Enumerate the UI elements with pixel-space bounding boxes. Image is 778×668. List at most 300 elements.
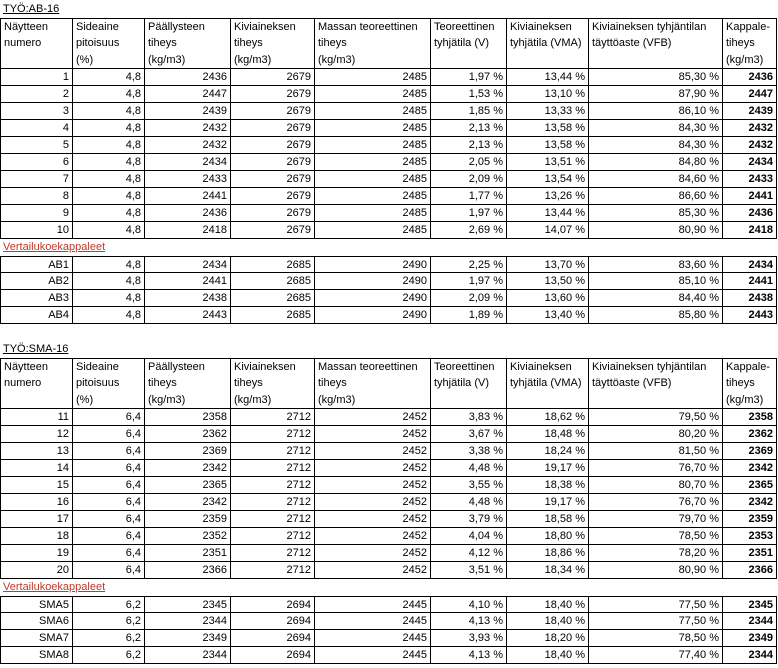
table-cell[interactable]: 2452: [314, 477, 430, 494]
column-header[interactable]: tiheys: [144, 35, 230, 52]
table-cell[interactable]: 2485: [314, 137, 430, 154]
table-cell[interactable]: 80,90 %: [588, 222, 722, 239]
table-cell[interactable]: 3,55 %: [430, 477, 506, 494]
table-cell[interactable]: 1,85 %: [430, 103, 506, 120]
column-header[interactable]: (%): [72, 392, 144, 409]
column-header[interactable]: Teoreettinen: [430, 358, 506, 375]
column-header[interactable]: Kiviaineksen: [506, 358, 588, 375]
table-cell[interactable]: 79,50 %: [588, 409, 722, 426]
table-cell[interactable]: 2369: [722, 443, 777, 460]
table-cell[interactable]: 13,40 %: [506, 307, 588, 324]
column-header[interactable]: Kappale-: [722, 18, 777, 35]
table-cell[interactable]: 4,8: [72, 188, 144, 205]
column-header[interactable]: [0, 392, 72, 409]
table-cell[interactable]: 2679: [230, 205, 314, 222]
table-cell[interactable]: 14,07 %: [506, 222, 588, 239]
table-cell[interactable]: 77,40 %: [588, 647, 722, 664]
table-cell[interactable]: 11: [0, 409, 72, 426]
table-cell[interactable]: 13,26 %: [506, 188, 588, 205]
table-cell[interactable]: 2369: [144, 443, 230, 460]
table-cell[interactable]: 2433: [144, 171, 230, 188]
column-header[interactable]: Kiviaineksen tyhjäntilan: [588, 358, 722, 375]
column-header[interactable]: tiheys: [230, 375, 314, 392]
table-cell[interactable]: 2712: [230, 409, 314, 426]
table-cell[interactable]: 2345: [144, 596, 230, 613]
table-cell[interactable]: 18,40 %: [506, 613, 588, 630]
table-cell[interactable]: 18,24 %: [506, 443, 588, 460]
table-cell[interactable]: 6,2: [72, 647, 144, 664]
table-cell[interactable]: 19,17 %: [506, 494, 588, 511]
table-cell[interactable]: 19,17 %: [506, 460, 588, 477]
table-cell[interactable]: 2342: [722, 494, 777, 511]
table-cell[interactable]: 2679: [230, 86, 314, 103]
table-cell[interactable]: 2,05 %: [430, 154, 506, 171]
table-cell[interactable]: 2694: [230, 596, 314, 613]
table-cell[interactable]: 80,70 %: [588, 477, 722, 494]
table-cell[interactable]: 2342: [144, 460, 230, 477]
table-cell[interactable]: 84,40 %: [588, 290, 722, 307]
table-cell[interactable]: 2436: [722, 205, 777, 222]
table-cell[interactable]: 9: [0, 205, 72, 222]
column-header[interactable]: [588, 392, 722, 409]
table-cell[interactable]: 2358: [144, 409, 230, 426]
table-cell[interactable]: 18,40 %: [506, 596, 588, 613]
table-cell[interactable]: SMA6: [0, 613, 72, 630]
table-cell[interactable]: 2685: [230, 273, 314, 290]
table-cell[interactable]: 4,8: [72, 205, 144, 222]
table-cell[interactable]: 2485: [314, 154, 430, 171]
table-cell[interactable]: 2694: [230, 647, 314, 664]
table-cell[interactable]: 13,10 %: [506, 86, 588, 103]
table-cell[interactable]: 3: [0, 103, 72, 120]
table-cell[interactable]: 15: [0, 477, 72, 494]
table-cell[interactable]: 2441: [722, 188, 777, 205]
column-header[interactable]: tyhjätila (V): [430, 35, 506, 52]
table-cell[interactable]: 2443: [722, 307, 777, 324]
table-cell[interactable]: 2438: [722, 290, 777, 307]
table-cell[interactable]: 2349: [144, 630, 230, 647]
table-cell[interactable]: 13,51 %: [506, 154, 588, 171]
table-cell[interactable]: 2445: [314, 596, 430, 613]
table-cell[interactable]: 2485: [314, 222, 430, 239]
column-header[interactable]: [0, 52, 72, 69]
table-cell[interactable]: 2447: [144, 86, 230, 103]
column-header[interactable]: tiheys: [314, 375, 430, 392]
table-cell[interactable]: 10: [0, 222, 72, 239]
table-cell[interactable]: 2434: [722, 256, 777, 273]
table-cell[interactable]: 2441: [722, 273, 777, 290]
table-cell[interactable]: 2418: [144, 222, 230, 239]
table-cell[interactable]: 17: [0, 511, 72, 528]
table-cell[interactable]: SMA7: [0, 630, 72, 647]
table-cell[interactable]: 2: [0, 86, 72, 103]
table-cell[interactable]: 4,8: [72, 154, 144, 171]
table-cell[interactable]: 2452: [314, 460, 430, 477]
table-cell[interactable]: 6,4: [72, 460, 144, 477]
table-cell[interactable]: 2490: [314, 256, 430, 273]
table-cell[interactable]: 6,2: [72, 630, 144, 647]
table-cell[interactable]: 2679: [230, 222, 314, 239]
column-header[interactable]: [588, 52, 722, 69]
table-cell[interactable]: 2344: [144, 647, 230, 664]
column-header[interactable]: Päällysteen: [144, 358, 230, 375]
table-cell[interactable]: 2712: [230, 562, 314, 579]
table-cell[interactable]: 4,8: [72, 307, 144, 324]
table-cell[interactable]: 77,50 %: [588, 613, 722, 630]
table-cell[interactable]: 2351: [144, 545, 230, 562]
column-header[interactable]: Kiviaineksen: [230, 18, 314, 35]
table-cell[interactable]: 2433: [722, 171, 777, 188]
column-header[interactable]: Massan teoreettinen: [314, 18, 430, 35]
column-header[interactable]: Näytteen: [0, 358, 72, 375]
table-cell[interactable]: 6,4: [72, 477, 144, 494]
table-cell[interactable]: 2452: [314, 494, 430, 511]
table-cell[interactable]: AB1: [0, 256, 72, 273]
table-cell[interactable]: 81,50 %: [588, 443, 722, 460]
table-cell[interactable]: 4,10 %: [430, 596, 506, 613]
table-cell[interactable]: 2366: [144, 562, 230, 579]
column-header[interactable]: Kappale-: [722, 358, 777, 375]
table-cell[interactable]: 1,77 %: [430, 188, 506, 205]
table-cell[interactable]: 84,60 %: [588, 171, 722, 188]
table-cell[interactable]: 2344: [722, 613, 777, 630]
table-cell[interactable]: 2353: [722, 528, 777, 545]
table-cell[interactable]: 4,8: [72, 290, 144, 307]
table-cell[interactable]: 80,20 %: [588, 426, 722, 443]
column-header[interactable]: (kg/m3): [144, 52, 230, 69]
table-cell[interactable]: 85,10 %: [588, 273, 722, 290]
table-cell[interactable]: 2712: [230, 443, 314, 460]
column-header[interactable]: tiheys: [722, 35, 777, 52]
table-cell[interactable]: 18,86 %: [506, 545, 588, 562]
table-cell[interactable]: 6,4: [72, 426, 144, 443]
column-header[interactable]: (kg/m3): [314, 52, 430, 69]
table-cell[interactable]: 6,4: [72, 494, 144, 511]
column-header[interactable]: tyhjätila (VMA): [506, 35, 588, 52]
table-cell[interactable]: 2345: [722, 596, 777, 613]
table-cell[interactable]: 2359: [144, 511, 230, 528]
column-header[interactable]: (kg/m3): [722, 52, 777, 69]
table-cell[interactable]: 2445: [314, 630, 430, 647]
table-cell[interactable]: 2712: [230, 511, 314, 528]
table-cell[interactable]: 13,44 %: [506, 69, 588, 86]
table-cell[interactable]: 85,30 %: [588, 205, 722, 222]
table-cell[interactable]: 2485: [314, 205, 430, 222]
table-cell[interactable]: 2359: [722, 511, 777, 528]
table-cell[interactable]: 2432: [722, 120, 777, 137]
table-cell[interactable]: AB3: [0, 290, 72, 307]
table-cell[interactable]: 13,58 %: [506, 120, 588, 137]
table-cell[interactable]: 77,50 %: [588, 596, 722, 613]
table-cell[interactable]: 6,4: [72, 528, 144, 545]
table-cell[interactable]: 2685: [230, 307, 314, 324]
table-cell[interactable]: 6,4: [72, 409, 144, 426]
column-header[interactable]: Kiviaineksen tyhjäntilan: [588, 18, 722, 35]
table-cell[interactable]: 2452: [314, 511, 430, 528]
table-cell[interactable]: 84,30 %: [588, 120, 722, 137]
table-cell[interactable]: 13,60 %: [506, 290, 588, 307]
table-cell[interactable]: 80,90 %: [588, 562, 722, 579]
table-cell[interactable]: 4,04 %: [430, 528, 506, 545]
table-cell[interactable]: 76,70 %: [588, 460, 722, 477]
table-cell[interactable]: 18: [0, 528, 72, 545]
column-header[interactable]: Kiviaineksen: [506, 18, 588, 35]
column-header[interactable]: Näytteen: [0, 18, 72, 35]
table-cell[interactable]: 2,13 %: [430, 137, 506, 154]
table-cell[interactable]: 18,80 %: [506, 528, 588, 545]
table-cell[interactable]: 2441: [144, 188, 230, 205]
column-header[interactable]: tiheys: [144, 375, 230, 392]
table-cell[interactable]: 13,44 %: [506, 205, 588, 222]
table-cell[interactable]: 2342: [722, 460, 777, 477]
table-cell[interactable]: 2432: [144, 137, 230, 154]
table-cell[interactable]: 18,40 %: [506, 647, 588, 664]
table-cell[interactable]: 3,51 %: [430, 562, 506, 579]
table-cell[interactable]: 2490: [314, 273, 430, 290]
table-cell[interactable]: 18,34 %: [506, 562, 588, 579]
table-cell[interactable]: 79,70 %: [588, 511, 722, 528]
table-cell[interactable]: 2362: [144, 426, 230, 443]
column-header[interactable]: numero: [0, 35, 72, 52]
table-cell[interactable]: 2485: [314, 171, 430, 188]
table-cell[interactable]: 6,4: [72, 562, 144, 579]
table-cell[interactable]: 2712: [230, 528, 314, 545]
column-header[interactable]: (kg/m3): [314, 392, 430, 409]
table-cell[interactable]: AB4: [0, 307, 72, 324]
table-cell[interactable]: 4,13 %: [430, 613, 506, 630]
table-cell[interactable]: 18,20 %: [506, 630, 588, 647]
table-cell[interactable]: 78,50 %: [588, 528, 722, 545]
column-header[interactable]: tyhjätila (V): [430, 375, 506, 392]
table-cell[interactable]: 2445: [314, 647, 430, 664]
table-cell[interactable]: 2679: [230, 154, 314, 171]
table-cell[interactable]: 4,12 %: [430, 545, 506, 562]
table-cell[interactable]: 18,62 %: [506, 409, 588, 426]
column-header[interactable]: Päällysteen: [144, 18, 230, 35]
table-cell[interactable]: 4,8: [72, 171, 144, 188]
table-cell[interactable]: 18,48 %: [506, 426, 588, 443]
table-cell[interactable]: 2365: [722, 477, 777, 494]
table-cell[interactable]: 84,30 %: [588, 137, 722, 154]
table-cell[interactable]: 2679: [230, 188, 314, 205]
table-cell[interactable]: 2352: [144, 528, 230, 545]
table-cell[interactable]: SMA8: [0, 647, 72, 664]
table-cell[interactable]: 2358: [722, 409, 777, 426]
column-header[interactable]: täyttöaste (VFB): [588, 35, 722, 52]
table-cell[interactable]: 2434: [722, 154, 777, 171]
table-cell[interactable]: 2434: [144, 154, 230, 171]
table-cell[interactable]: 13: [0, 443, 72, 460]
table-cell[interactable]: 3,83 %: [430, 409, 506, 426]
table-cell[interactable]: 86,60 %: [588, 188, 722, 205]
table-cell[interactable]: 2694: [230, 630, 314, 647]
column-header[interactable]: tyhjätila (VMA): [506, 375, 588, 392]
table-cell[interactable]: AB2: [0, 273, 72, 290]
table-cell[interactable]: 16: [0, 494, 72, 511]
table-cell[interactable]: 2443: [144, 307, 230, 324]
table-cell[interactable]: 2445: [314, 613, 430, 630]
table-cell[interactable]: 2351: [722, 545, 777, 562]
table-cell[interactable]: 4,48 %: [430, 460, 506, 477]
table-cell[interactable]: 1,97 %: [430, 273, 506, 290]
table-cell[interactable]: 2349: [722, 630, 777, 647]
table-cell[interactable]: 7: [0, 171, 72, 188]
table-cell[interactable]: 1,89 %: [430, 307, 506, 324]
table-cell[interactable]: 2362: [722, 426, 777, 443]
table-cell[interactable]: 78,20 %: [588, 545, 722, 562]
table-cell[interactable]: 2712: [230, 426, 314, 443]
table-cell[interactable]: 19: [0, 545, 72, 562]
table-cell[interactable]: 84,80 %: [588, 154, 722, 171]
table-cell[interactable]: 4: [0, 120, 72, 137]
column-header[interactable]: Kiviaineksen: [230, 358, 314, 375]
column-header[interactable]: [430, 52, 506, 69]
table-cell[interactable]: 2432: [722, 137, 777, 154]
table-cell[interactable]: 2439: [144, 103, 230, 120]
table-cell[interactable]: 2452: [314, 545, 430, 562]
table-cell[interactable]: 13,58 %: [506, 137, 588, 154]
table-cell[interactable]: 5: [0, 137, 72, 154]
table-cell[interactable]: 2,13 %: [430, 120, 506, 137]
table-cell[interactable]: 2,09 %: [430, 290, 506, 307]
table-cell[interactable]: 2436: [722, 69, 777, 86]
table-cell[interactable]: 1,53 %: [430, 86, 506, 103]
table-cell[interactable]: 6: [0, 154, 72, 171]
table-cell[interactable]: 2434: [144, 256, 230, 273]
table-cell[interactable]: 18,58 %: [506, 511, 588, 528]
table-cell[interactable]: 2485: [314, 120, 430, 137]
table-cell[interactable]: 2679: [230, 69, 314, 86]
table-cell[interactable]: 12: [0, 426, 72, 443]
table-cell[interactable]: 2365: [144, 477, 230, 494]
table-cell[interactable]: 2438: [144, 290, 230, 307]
table-cell[interactable]: 4,13 %: [430, 647, 506, 664]
table-cell[interactable]: 2694: [230, 613, 314, 630]
table-cell[interactable]: 20: [0, 562, 72, 579]
column-header[interactable]: (kg/m3): [230, 392, 314, 409]
table-cell[interactable]: 2441: [144, 273, 230, 290]
table-cell[interactable]: 6,4: [72, 443, 144, 460]
table-cell[interactable]: 83,60 %: [588, 256, 722, 273]
table-cell[interactable]: 2679: [230, 103, 314, 120]
table-cell[interactable]: 2436: [144, 205, 230, 222]
table-cell[interactable]: 4,8: [72, 120, 144, 137]
table-cell[interactable]: 78,50 %: [588, 630, 722, 647]
table-cell[interactable]: 2485: [314, 188, 430, 205]
table-cell[interactable]: 2490: [314, 290, 430, 307]
table-cell[interactable]: 2679: [230, 171, 314, 188]
table-cell[interactable]: 2,25 %: [430, 256, 506, 273]
table-cell[interactable]: 6,2: [72, 613, 144, 630]
table-cell[interactable]: 14: [0, 460, 72, 477]
table-cell[interactable]: 2452: [314, 409, 430, 426]
table-cell[interactable]: 2452: [314, 562, 430, 579]
table-cell[interactable]: 1: [0, 69, 72, 86]
table-cell[interactable]: 2436: [144, 69, 230, 86]
table-cell[interactable]: 2366: [722, 562, 777, 579]
table-cell[interactable]: 2685: [230, 290, 314, 307]
table-cell[interactable]: 3,38 %: [430, 443, 506, 460]
table-cell[interactable]: 4,8: [72, 222, 144, 239]
column-header[interactable]: (%): [72, 52, 144, 69]
column-header[interactable]: (kg/m3): [722, 392, 777, 409]
column-header[interactable]: [506, 52, 588, 69]
column-header[interactable]: tiheys: [230, 35, 314, 52]
column-header[interactable]: pitoisuus: [72, 375, 144, 392]
column-header[interactable]: (kg/m3): [144, 392, 230, 409]
table-cell[interactable]: 86,10 %: [588, 103, 722, 120]
column-header[interactable]: (kg/m3): [230, 52, 314, 69]
column-header[interactable]: Teoreettinen: [430, 18, 506, 35]
table-cell[interactable]: 2,09 %: [430, 171, 506, 188]
table-cell[interactable]: 8: [0, 188, 72, 205]
table-cell[interactable]: 85,30 %: [588, 69, 722, 86]
table-cell[interactable]: 4,8: [72, 69, 144, 86]
table-cell[interactable]: 2685: [230, 256, 314, 273]
table-cell[interactable]: 2342: [144, 494, 230, 511]
column-header[interactable]: tiheys: [314, 35, 430, 52]
table-cell[interactable]: 2485: [314, 103, 430, 120]
column-header[interactable]: [506, 392, 588, 409]
column-header[interactable]: Massan teoreettinen: [314, 358, 430, 375]
table-cell[interactable]: SMA5: [0, 596, 72, 613]
table-cell[interactable]: 4,8: [72, 103, 144, 120]
table-cell[interactable]: 2418: [722, 222, 777, 239]
table-cell[interactable]: 2344: [722, 647, 777, 664]
table-cell[interactable]: 2452: [314, 426, 430, 443]
table-cell[interactable]: 6,2: [72, 596, 144, 613]
table-cell[interactable]: 13,70 %: [506, 256, 588, 273]
column-header[interactable]: täyttöaste (VFB): [588, 375, 722, 392]
table-cell[interactable]: 3,79 %: [430, 511, 506, 528]
table-cell[interactable]: 2344: [144, 613, 230, 630]
table-cell[interactable]: 85,80 %: [588, 307, 722, 324]
table-cell[interactable]: 2,69 %: [430, 222, 506, 239]
table-cell[interactable]: 13,54 %: [506, 171, 588, 188]
table-cell[interactable]: 2712: [230, 460, 314, 477]
column-header[interactable]: Sideaine: [72, 358, 144, 375]
table-cell[interactable]: 3,67 %: [430, 426, 506, 443]
table-cell[interactable]: 4,8: [72, 137, 144, 154]
table-cell[interactable]: 76,70 %: [588, 494, 722, 511]
table-cell[interactable]: 1,97 %: [430, 69, 506, 86]
table-cell[interactable]: 6,4: [72, 511, 144, 528]
table-cell[interactable]: 3,93 %: [430, 630, 506, 647]
column-header[interactable]: numero: [0, 375, 72, 392]
table-cell[interactable]: 2712: [230, 494, 314, 511]
table-cell[interactable]: 2679: [230, 137, 314, 154]
table-cell[interactable]: 1,97 %: [430, 205, 506, 222]
table-cell[interactable]: 2712: [230, 477, 314, 494]
table-cell[interactable]: 87,90 %: [588, 86, 722, 103]
table-cell[interactable]: 6,4: [72, 545, 144, 562]
table-cell[interactable]: 2447: [722, 86, 777, 103]
table-cell[interactable]: 4,8: [72, 86, 144, 103]
table-cell[interactable]: 4,8: [72, 273, 144, 290]
table-cell[interactable]: 2485: [314, 86, 430, 103]
table-cell[interactable]: 4,8: [72, 256, 144, 273]
column-header[interactable]: pitoisuus: [72, 35, 144, 52]
table-cell[interactable]: 2432: [144, 120, 230, 137]
column-header[interactable]: tiheys: [722, 375, 777, 392]
table-cell[interactable]: 2452: [314, 443, 430, 460]
table-cell[interactable]: 13,50 %: [506, 273, 588, 290]
table-cell[interactable]: 13,33 %: [506, 103, 588, 120]
column-header[interactable]: Sideaine: [72, 18, 144, 35]
table-cell[interactable]: 2679: [230, 120, 314, 137]
table-cell[interactable]: 2490: [314, 307, 430, 324]
table-cell[interactable]: 18,38 %: [506, 477, 588, 494]
